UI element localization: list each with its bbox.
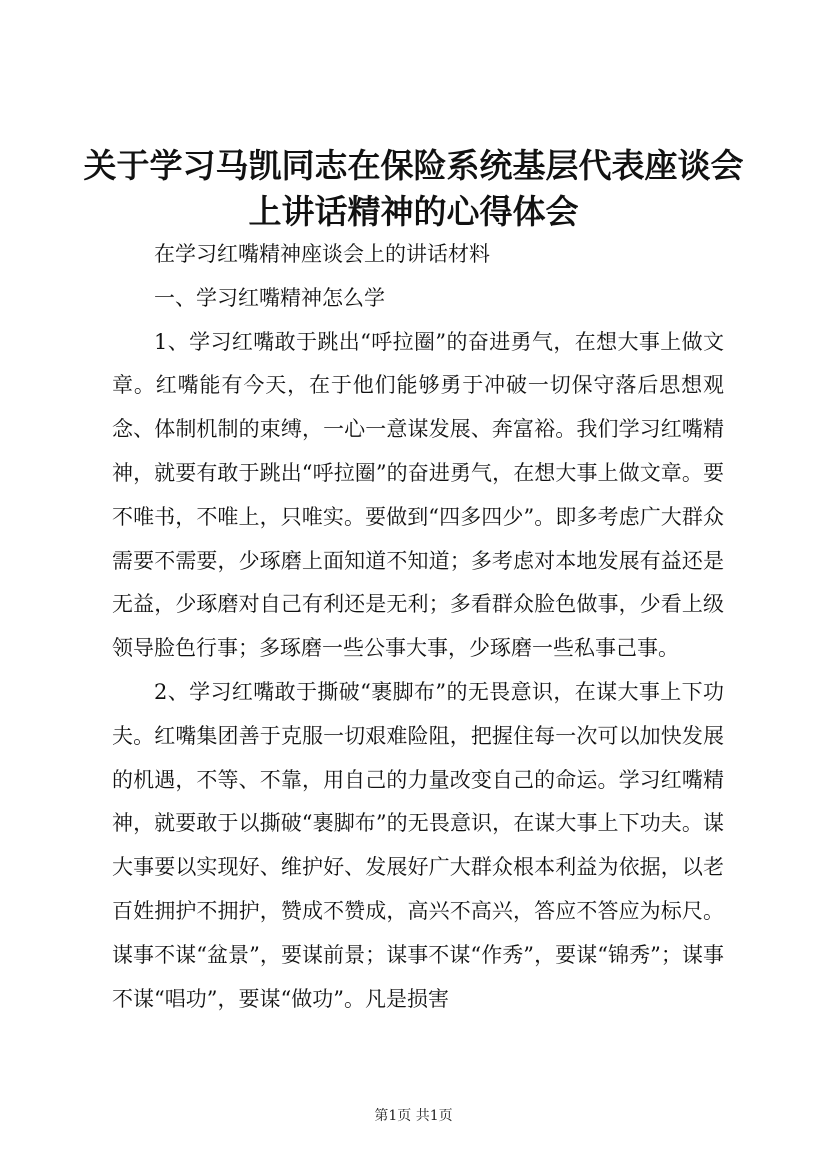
body-paragraph-1: 1、学习红嘴敢于跳出“呼拉圈”的奋进勇气，在想大事上做文章。红嘴能有今天，在于他们能够勇于冲破一切保守落后思想观念、体制机制的束缚，一心一意谋发展、奔富裕。我们学习红嘴精神，就要有敢于跳出“呼拉圈”的奋进勇气，在想大事上做文章。要不唯书，不唯上，只唯实。要做到“四多四少”。即多考虑广大群众需要不需要，少琢磨上面知道不知道；多考虑对本地发展有益还是无益，少琢磨对自己有利还是无利；多看群众脸色做事，少看上级领导脸色行事；多琢磨一些公事大事，少琢磨一些私事己事。 xyxy=(112,329,724,661)
document-body xyxy=(112,233,724,1021)
section-heading: 一、学习红嘴精神怎么学 xyxy=(154,285,385,310)
body-paragraph-2: 2、学习红嘴敢于撕破“裹脚布”的无畏意识，在谋大事上下功夫。红嘴集团善于克服一切艰难险阻，把握住每一次可以加快发展的机遇，不等、不靠，用自己的力量改变自己的命运。学习红嘴精神，就要敢于以撕破“裹脚布”的无畏意识，在谋大事上下功夫。谋大事要以实现好、维护好、发展好广大群众根本利益为依据，以老百姓拥护不拥护，赞成不赞成，高兴不高兴，答应不答应为标尺。谋事不谋“盆景”，要谋前景；谋事不谋“作秀”，要谋“锦秀”；谋事不谋“唱功”，要谋“做功”。凡是损害 xyxy=(112,679,724,1011)
subtitle-paragraph: 在学习红嘴精神座谈会上的讲话材料 xyxy=(154,242,490,266)
document-title: 关于学习马凯同志在保险系统基层代表座谈会上讲话精神的心得体会 xyxy=(83,146,744,231)
page-footer: 第1页 共1页 xyxy=(374,1108,453,1124)
